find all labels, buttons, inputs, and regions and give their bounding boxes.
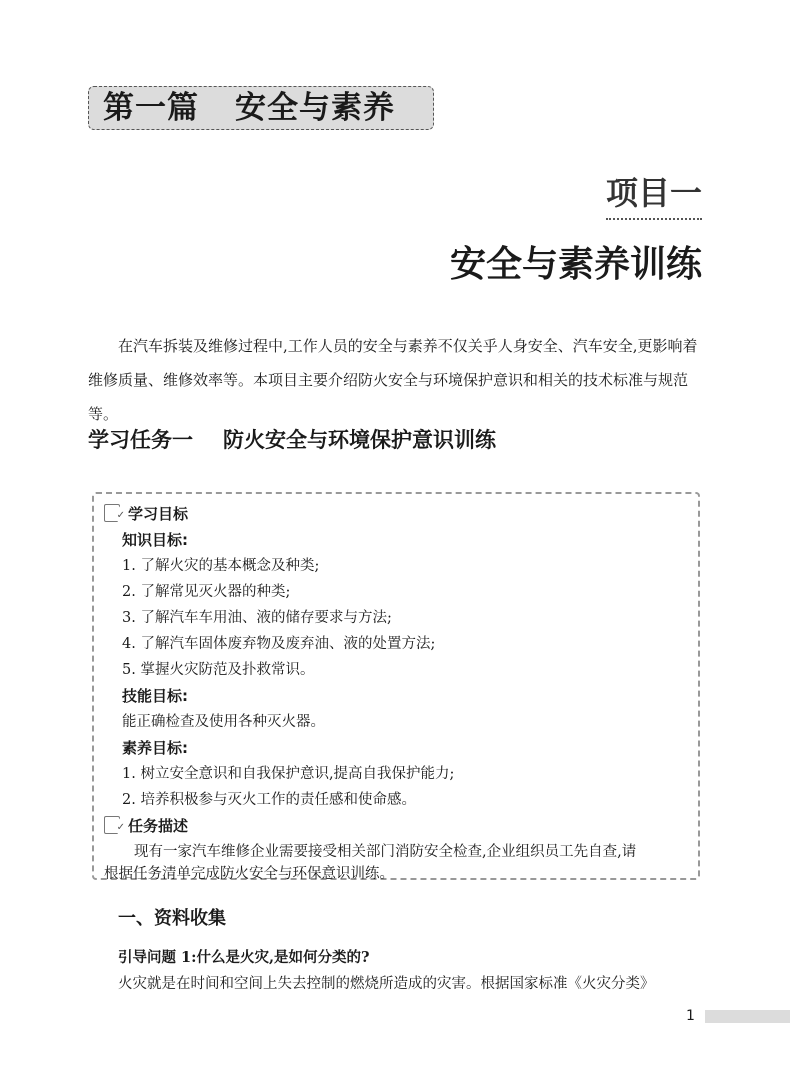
- task-number: 学习任务一: [88, 428, 193, 452]
- task-heading: [88, 424, 526, 454]
- task-title: 防火安全与环境保护意识训练: [223, 428, 496, 452]
- checklist-icon: [104, 816, 120, 834]
- task-desc-heading: [104, 816, 188, 836]
- knowledge-item: 5. 掌握火灾防范及扑救常识。: [122, 662, 315, 678]
- goals-heading-label: 学习目标: [128, 505, 189, 523]
- intro-paragraph: 在汽车拆装及维修过程中,工作人员的安全与素养不仅关乎人身安全、汽车安全,更影响着维修质量、维修效率等。本项目主要介绍防火安全与环境保护意识和相关的技术标准与规范等。: [88, 337, 698, 423]
- skill-label: 技能目标:: [122, 687, 188, 705]
- knowledge-item: 3. 了解汽车车用油、液的储存要求与方法;: [122, 610, 392, 626]
- quality-item: 1. 树立安全意识和自我保护意识,提高自我保护能力;: [122, 766, 455, 782]
- quality-label: 素养目标:: [122, 739, 188, 757]
- part-title: 安全与素养: [235, 90, 395, 126]
- answer-text: 火灾就是在时间和空间上失去控制的燃烧所造成的灾害。根据国家标准《火灾分类》: [118, 976, 655, 992]
- quality-item: 2. 培养积极参与灭火工作的责任感和使命感。: [122, 792, 416, 808]
- part-title-banner: [88, 86, 434, 130]
- knowledge-item: 2. 了解常见灭火器的种类;: [122, 584, 291, 600]
- knowledge-label: 知识目标:: [122, 531, 188, 549]
- goals-heading: [104, 504, 188, 524]
- task-desc-line: 根据任务清单完成防火安全与环保意识训练。: [104, 866, 394, 882]
- task-desc-heading-label: 任务描述: [128, 817, 189, 835]
- guide-question: 引导问题 1:什么是火灾,是如何分类的?: [118, 949, 370, 966]
- learning-goals-box: [92, 492, 700, 880]
- knowledge-item: 1. 了解火灾的基本概念及种类;: [122, 558, 320, 574]
- project-title: 安全与素养训练: [449, 244, 702, 285]
- checklist-icon: [104, 504, 120, 522]
- skill-item: 能正确检查及使用各种灭火器。: [122, 714, 325, 730]
- section-heading: 一、资料收集: [118, 908, 226, 929]
- page-footer-bar: [705, 1010, 790, 1023]
- project-number: 项目一: [606, 168, 702, 220]
- page-number: 1: [686, 1008, 695, 1024]
- part-number: 第一篇: [103, 90, 199, 126]
- task-desc-line: 现有一家汽车维修企业需要接受相关部门消防安全检查,企业组织员工先自查,请: [134, 844, 637, 860]
- knowledge-item: 4. 了解汽车固体废弃物及废弃油、液的处置方法;: [122, 636, 436, 652]
